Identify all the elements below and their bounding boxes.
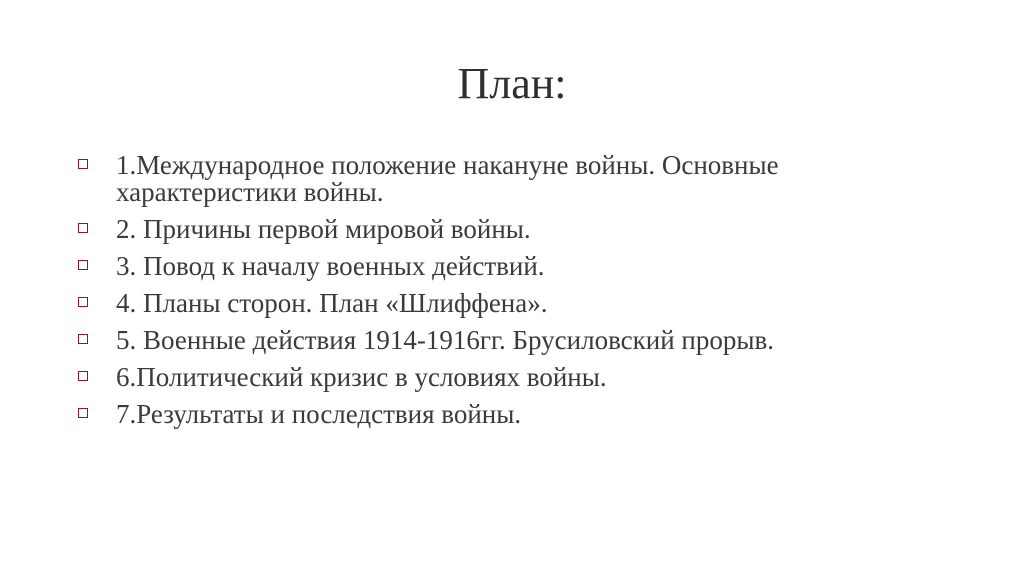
list-item bbox=[72, 290, 952, 317]
list-item-text: 5. Военные действия 1914-1916гг. Брусиловский прорыв. bbox=[116, 325, 774, 355]
square-bullet-icon bbox=[78, 159, 88, 169]
list-item-text: 1.Международное положение накануне войны. Основные характеристики войны. bbox=[116, 150, 779, 207]
square-bullet-icon bbox=[78, 260, 88, 270]
square-bullet-icon bbox=[78, 223, 88, 233]
list-item-text: 4. Планы сторон. План «Шлиффена». bbox=[116, 288, 548, 318]
list-item bbox=[72, 253, 952, 280]
square-bullet-icon bbox=[78, 297, 88, 307]
square-bullet-icon bbox=[78, 408, 88, 418]
list-item bbox=[72, 216, 952, 243]
list-item-text: 2. Причины первой мировой войны. bbox=[116, 214, 531, 244]
list-item bbox=[72, 327, 952, 354]
slide-title: План: bbox=[457, 59, 567, 108]
list-item bbox=[72, 152, 952, 206]
list-item bbox=[72, 401, 952, 428]
plan-list bbox=[72, 152, 952, 438]
list-item-text: 6.Политический кризис в условиях войны. bbox=[116, 362, 607, 392]
list-item-text: 3. Повод к началу военных действий. bbox=[116, 251, 545, 281]
square-bullet-icon bbox=[78, 334, 88, 344]
list-item bbox=[72, 364, 952, 391]
list-item-text: 7.Результаты и последствия войны. bbox=[116, 399, 522, 429]
square-bullet-icon bbox=[78, 371, 88, 381]
